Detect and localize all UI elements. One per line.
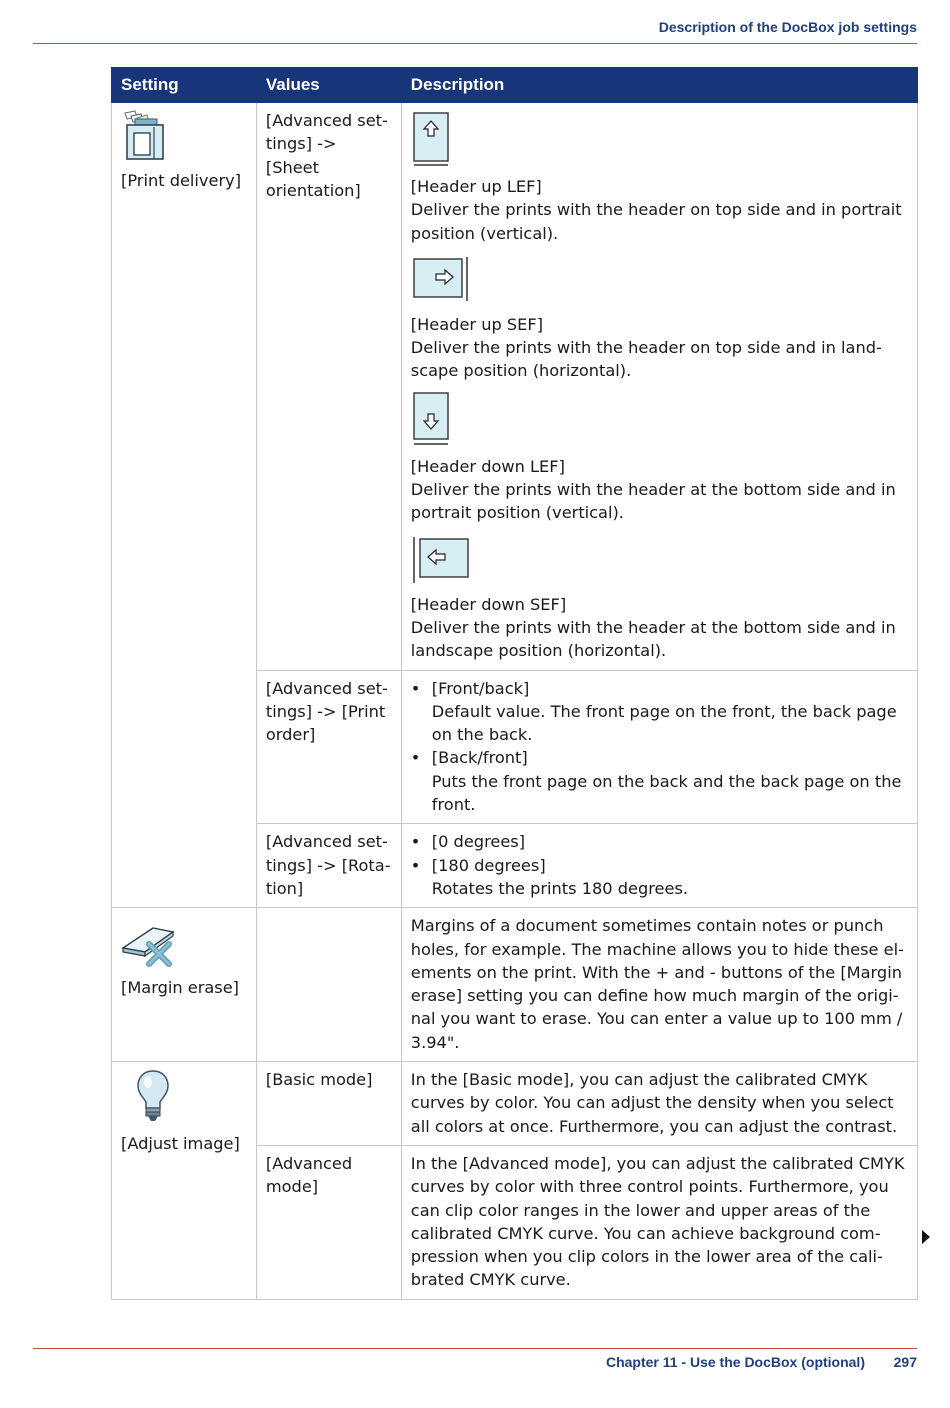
option-description: Default value. The front page on the front, the back page on the back. [431, 701, 897, 745]
table-header-row [112, 68, 918, 103]
footer-rule [33, 1348, 917, 1349]
list-item [411, 746, 909, 816]
header-down-sef-icon [411, 535, 471, 587]
settings-table [111, 67, 918, 1300]
option-label: [Header up SEF] [410, 314, 544, 334]
header-down-lef-icon [411, 391, 453, 449]
column-header-setting: Setting [112, 68, 257, 103]
value-cell-rotation [256, 824, 401, 908]
value-cell-advanced-mode [256, 1145, 401, 1299]
option-label: [Header down LEF] [410, 456, 565, 476]
table-row [112, 103, 918, 671]
description-basic-mode: In the [Basic mode], you can adjust the calibrated CMYK curves by color. You can adjust the density when you select all colors at once. Furthermore, you can adjust the contrast. [410, 1070, 898, 1136]
option-description: Puts the front page on the back and the back page on the front. [431, 771, 902, 815]
description-cell-basic-mode [401, 1062, 917, 1146]
list-item [411, 677, 909, 747]
table-row [112, 908, 918, 1062]
option-label: • [Front/back] [431, 678, 530, 698]
list-item [411, 830, 909, 853]
column-header-description: Description [401, 68, 917, 103]
description-advanced-mode: In the [Advanced mode], you can adjust the calibrated CMYK curves by color with three control points. Furthermore, you can clip color ranges in the lower and upper areas of the calibrated CMYK curve. You can achieve background com-pression when you clip colors in the lower area of the cali-brated CMYK curve. [410, 1153, 905, 1290]
option-description: Deliver the prints with the header on top side and in land-scape position (horizontal). [410, 338, 882, 381]
header-up-lef-icon [411, 111, 453, 169]
running-header: Description of the DocBox job settings [658, 19, 917, 35]
description-cell-sheet-orientation [401, 103, 917, 671]
option-description: Deliver the prints with the header on top side and in portrait position (vertical). [410, 200, 902, 243]
value-cell-basic-mode [256, 1062, 401, 1146]
description-cell-print-order [401, 670, 917, 824]
list-item [411, 854, 909, 901]
footer-chapter: Chapter 11 - Use the DocBox (optional) [605, 1354, 865, 1370]
value-print-order: [Advanced set-tings] -> [Print order] [265, 678, 388, 745]
setting-name-print-delivery: [Print delivery] [121, 171, 242, 190]
continued-arrow-icon [922, 1230, 930, 1244]
setting-name-margin-erase: [Margin erase] [121, 978, 239, 998]
description-cell-advanced-mode [401, 1145, 917, 1299]
option-label: [Header up LEF] [410, 177, 542, 196]
value-advanced-mode: [Advanced mode] [265, 1153, 353, 1197]
header-up-sef-icon [411, 255, 471, 307]
setting-cell-print-delivery [112, 103, 257, 908]
margin-erase-icon [121, 920, 177, 968]
print-order-options [411, 677, 909, 817]
setting-cell-adjust-image [112, 1062, 257, 1300]
table-row [112, 1062, 918, 1146]
description-margin-erase: Margins of a document sometimes contain notes or punch holes, for example. The machine allows you to hide these el-ements on the print. With the + and - buttons of the [Margin erase] setting you can define how much margin of the origi-nal you want to erase. You can enter a value up to 100 mm / 3.94". [410, 916, 904, 1052]
option-description: Deliver the prints with the header at the bottom side and in portrait position (vertical). [410, 480, 896, 523]
rotation-options [411, 830, 909, 900]
option-label: • [0 degrees] [431, 832, 526, 852]
value-sheet-orientation: [Advanced set-tings] -> [Sheet orientation] [265, 111, 388, 200]
print-delivery-icon [121, 109, 165, 161]
option-label: [Header down SEF] [410, 594, 567, 614]
option-label: • [180 degrees] [431, 855, 546, 875]
value-basic-mode: [Basic mode] [265, 1070, 373, 1090]
option-label: • [Back/front] [431, 748, 528, 768]
value-cell-margin-erase [256, 908, 401, 1062]
value-cell-print-order [256, 670, 401, 824]
description-cell-rotation [401, 824, 917, 908]
setting-name-adjust-image: [Adjust image] [121, 1134, 240, 1154]
value-cell-sheet-orientation [256, 103, 401, 671]
header-rule [33, 43, 917, 44]
option-description: Rotates the prints 180 degrees. [431, 878, 689, 898]
setting-cell-margin-erase [112, 908, 257, 1062]
column-header-values: Values [256, 68, 401, 103]
light-bulb-icon [135, 1068, 171, 1124]
option-description: Deliver the prints with the header at the bottom side and in landscape position (horizontal). [410, 617, 896, 661]
page-number: 297 [893, 1354, 917, 1370]
description-cell-margin-erase [401, 908, 917, 1062]
value-rotation: [Advanced set-tings] -> [Rota-tion] [265, 832, 391, 898]
